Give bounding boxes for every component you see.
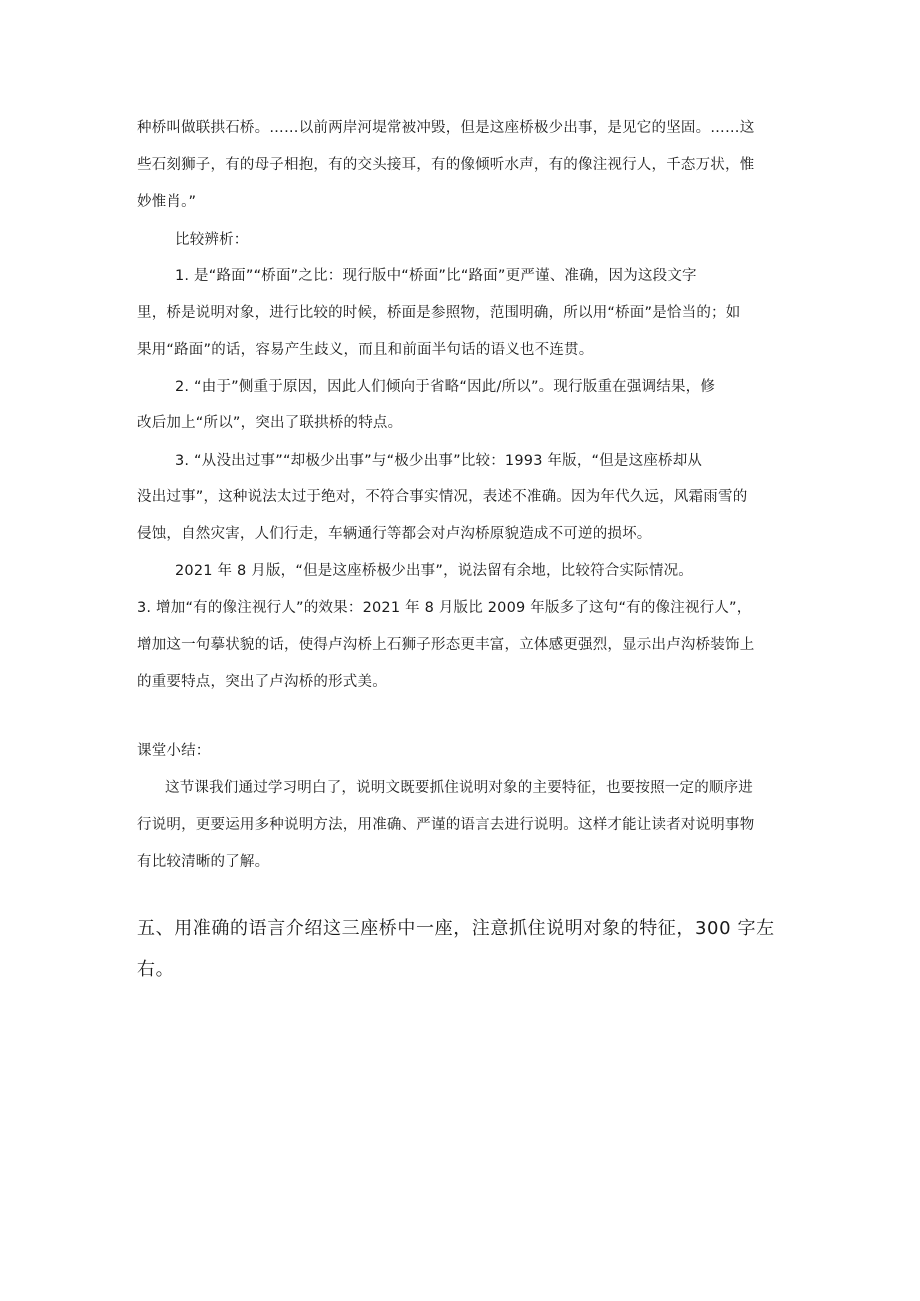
point4-line-1: 3. 增加“有的像注视行人”的效果：2021 年 8 月版比 2009 年版多了这句“有的像注视行人”，	[137, 600, 752, 616]
point3-followup: 2021 年 8 月版，“但是这座桥极少出事”，说法留有余地，比较符合实际情况。	[175, 563, 693, 579]
quote-line-3: 妙惟肖。”	[137, 194, 197, 210]
summary-line-1: 这节课我们通过学习明白了，说明文既要抓住说明对象的主要特征，也要按照一定的顺序进	[165, 780, 753, 796]
point4-line-3: 的重要特点，突出了卢沟桥的形式美。	[137, 674, 387, 690]
point2-line-2: 改后加上“所以”，突出了联拱桥的特点。	[137, 415, 403, 431]
point1-line-1: 1. 是“路面”“桥面”之比：现行版中“桥面”比“路面”更严谨、准确，因为这段文字	[175, 268, 697, 284]
point4-line-2: 增加这一句摹状貌的话，使得卢沟桥上石狮子形态更丰富，立体感更强烈，显示出卢沟桥装饰上	[137, 637, 755, 653]
quote-line-2: 些石刻狮子，有的母子相抱，有的交头接耳，有的像倾听水声，有的像注视行人，千态万状，惟	[137, 157, 755, 173]
point1-line-2: 里，桥是说明对象，进行比较的时候，桥面是参照物，范围明确，所以用“桥面”是恰当的；如	[137, 305, 741, 321]
assignment-line-1: 五、用准确的语言介绍这三座桥中一座，注意抓住说明对象的特征，300 字左	[137, 918, 775, 939]
point1-line-3: 果用“路面”的话，容易产生歧义，而且和前面半句话的语义也不连贯。	[137, 342, 594, 358]
summary-title: 课堂小结：	[137, 743, 211, 759]
point3-line-2: 没出过事”，这种说法太过于绝对，不符合事实情况，表述不准确。因为年代久远，风霜雨雪的	[137, 489, 748, 505]
summary-line-3: 有比较清晰的了解。	[137, 854, 270, 870]
quote-line-1: 种桥叫做联拱石桥。……以前两岸河堤常被冲毁，但是这座桥极少出事，是见它的坚固。……这	[137, 120, 755, 136]
point3-line-3: 侵蚀，自然灾害，人们行走，车辆通行等都会对卢沟桥原貌造成不可逆的损坏。	[137, 526, 652, 542]
point2-line-1: 2. “由于”侧重于原因，因此人们倾向于省略“因此/所以”。现行版重在强调结果，修	[175, 379, 716, 395]
point3-line-1: 3. “从没出过事”“却极少出事”与“极少出事”比较：1993 年版，“但是这座桥却从	[175, 453, 703, 469]
assignment-line-2: 右。	[137, 959, 175, 980]
summary-line-2: 行说明，更要运用多种说明方法，用准确、严谨的语言去进行说明。这样才能让读者对说明事物	[137, 817, 755, 833]
comparison-title: 比较辨析：	[175, 232, 249, 248]
